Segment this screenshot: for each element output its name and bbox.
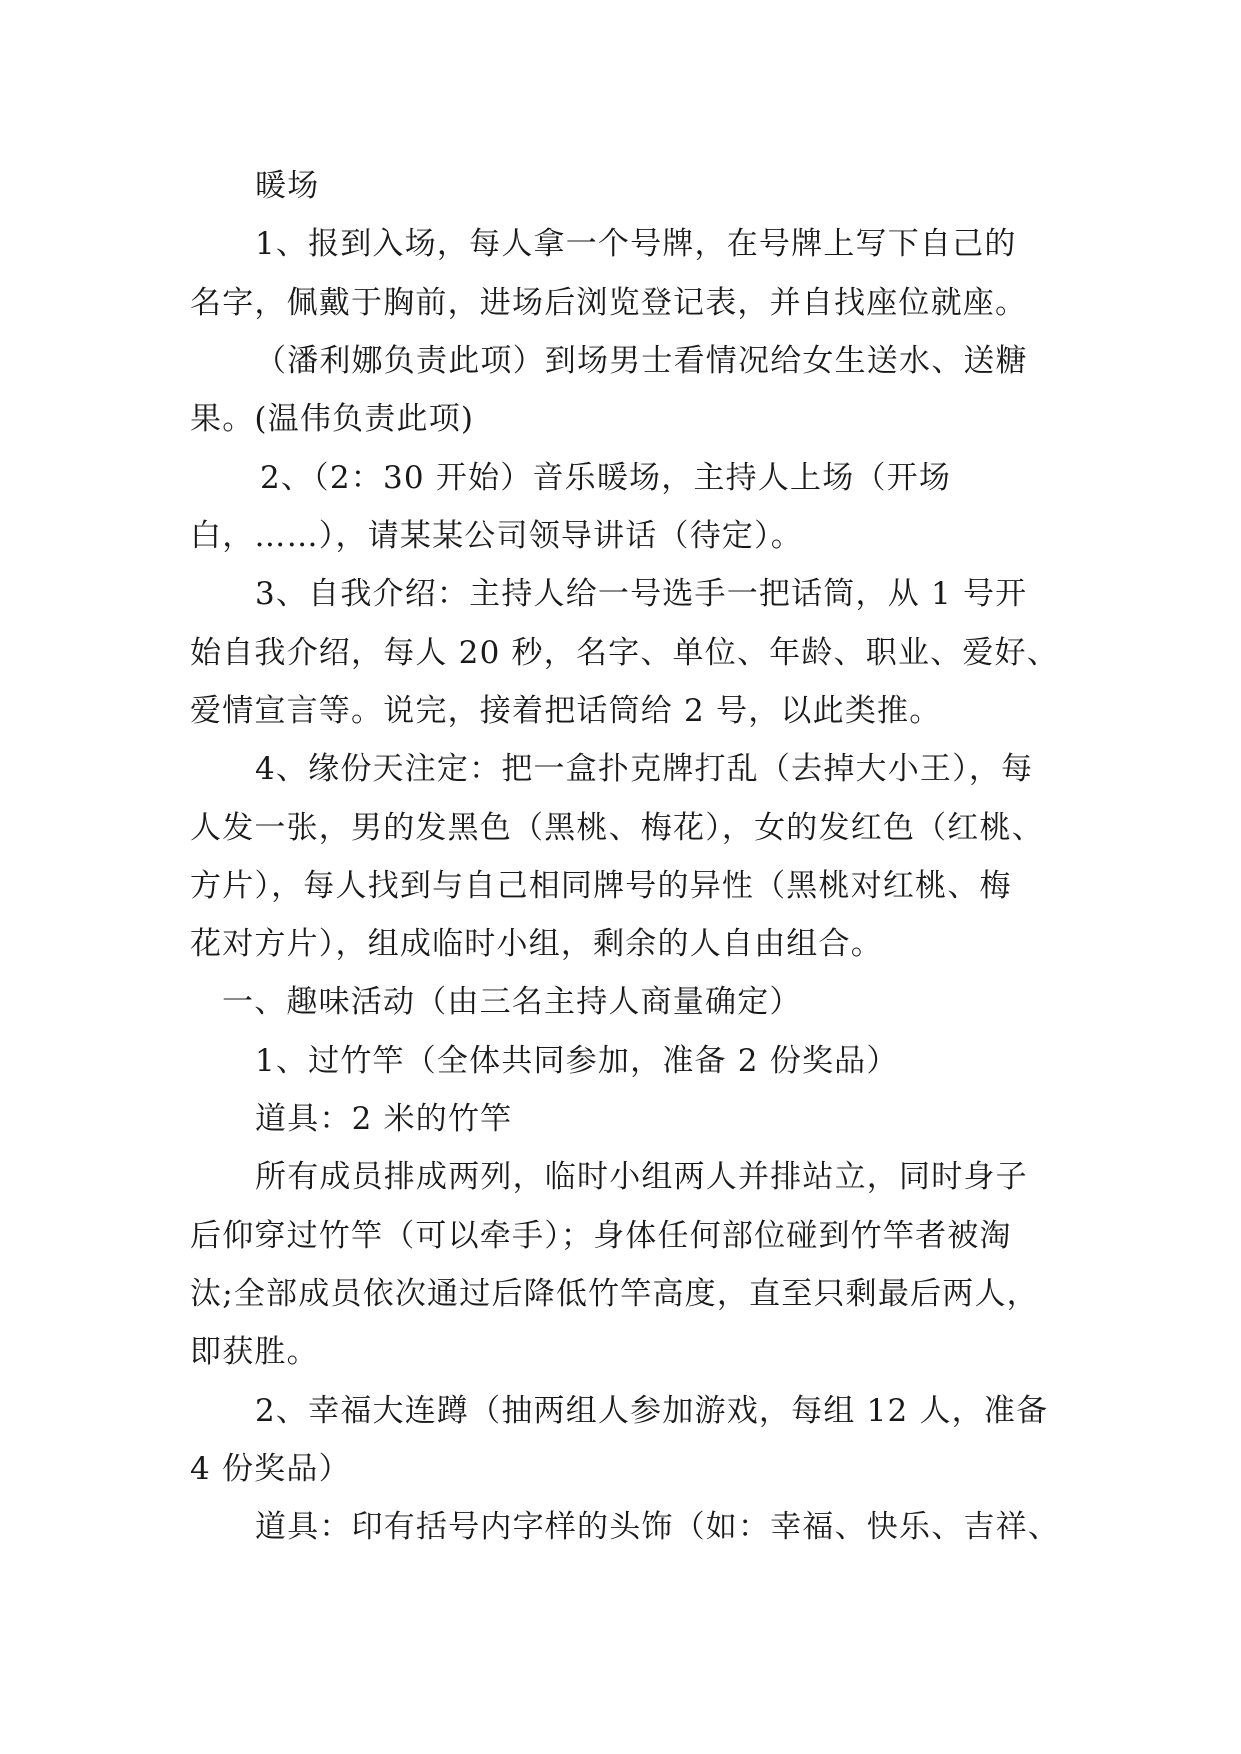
paragraph-line: 4、缘份天注定：把一盒扑克牌打乱（去掉大小王），每 xyxy=(255,751,1034,787)
paragraph-line: 4 份奖品） xyxy=(190,1451,351,1487)
section-heading-warmup: 暖场 xyxy=(255,168,320,204)
paragraph-line: 始自我介绍，每人 20 秒，名字、单位、年龄、职业、爱好、 xyxy=(190,635,1059,671)
paragraph-line: 1、报到入场，每人拿一个号牌，在号牌上写下自己的 xyxy=(255,226,1017,262)
paragraph-line: 后仰穿过竹竿（可以牵手）；身体任何部位碰到竹竿者被淘 xyxy=(190,1218,1012,1254)
paragraph-line: （潘利娜负责此项）到场男士看情况给女生送水、送糖 xyxy=(255,343,1028,379)
paragraph-line: 花对方片），组成临时小组，剩余的人自由组合。 xyxy=(190,926,883,962)
paragraph-line: 汰;全部成员依次通过后降低竹竿高度，直至只剩最后两人， xyxy=(190,1276,1039,1312)
paragraph-line: 道具：印有括号内字样的头饰（如：幸福、快乐、吉祥、 xyxy=(255,1509,1060,1545)
paragraph-line: 方片），每人找到与自己相同牌号的异性（黑桃对红桃、梅 xyxy=(190,868,1012,904)
paragraph-line: 果。(温伟负责此项) xyxy=(190,401,475,437)
paragraph-line: 名字，佩戴于胸前，进场后浏览登记表，并自找座位就座。 xyxy=(190,285,1028,321)
section-heading-activities: 一、趣味活动（由三名主持人商量确定） xyxy=(222,984,802,1020)
paragraph-line: 2、（2：30 开始）音乐暖场，主持人上场（开场 xyxy=(260,460,952,496)
paragraph-line: 2、幸福大连蹲（抽两组人参加游戏，每组 12 人，准备 xyxy=(255,1393,1049,1429)
paragraph-line: 爱情宣言等。说完，接着把话筒给 2 号，以此类推。 xyxy=(190,693,942,729)
paragraph-line: 即获胜。 xyxy=(190,1334,319,1370)
paragraph-line: 3、自我介绍：主持人给一号选手一把话筒，从 1 号开 xyxy=(255,576,1028,612)
paragraph-line: 白，……），请某某公司领导讲话（待定）。 xyxy=(190,518,803,554)
paragraph-line: 1、过竹竿（全体共同参加，准备 2 份奖品） xyxy=(255,1043,899,1079)
paragraph-line: 人发一张，男的发黑色（黑桃、梅花），女的发红色（红桃、 xyxy=(190,810,1044,846)
paragraph-line: 道具：2 米的竹竿 xyxy=(255,1101,513,1137)
paragraph-line: 所有成员排成两列，临时小组两人并排站立，同时身子 xyxy=(255,1159,1028,1195)
